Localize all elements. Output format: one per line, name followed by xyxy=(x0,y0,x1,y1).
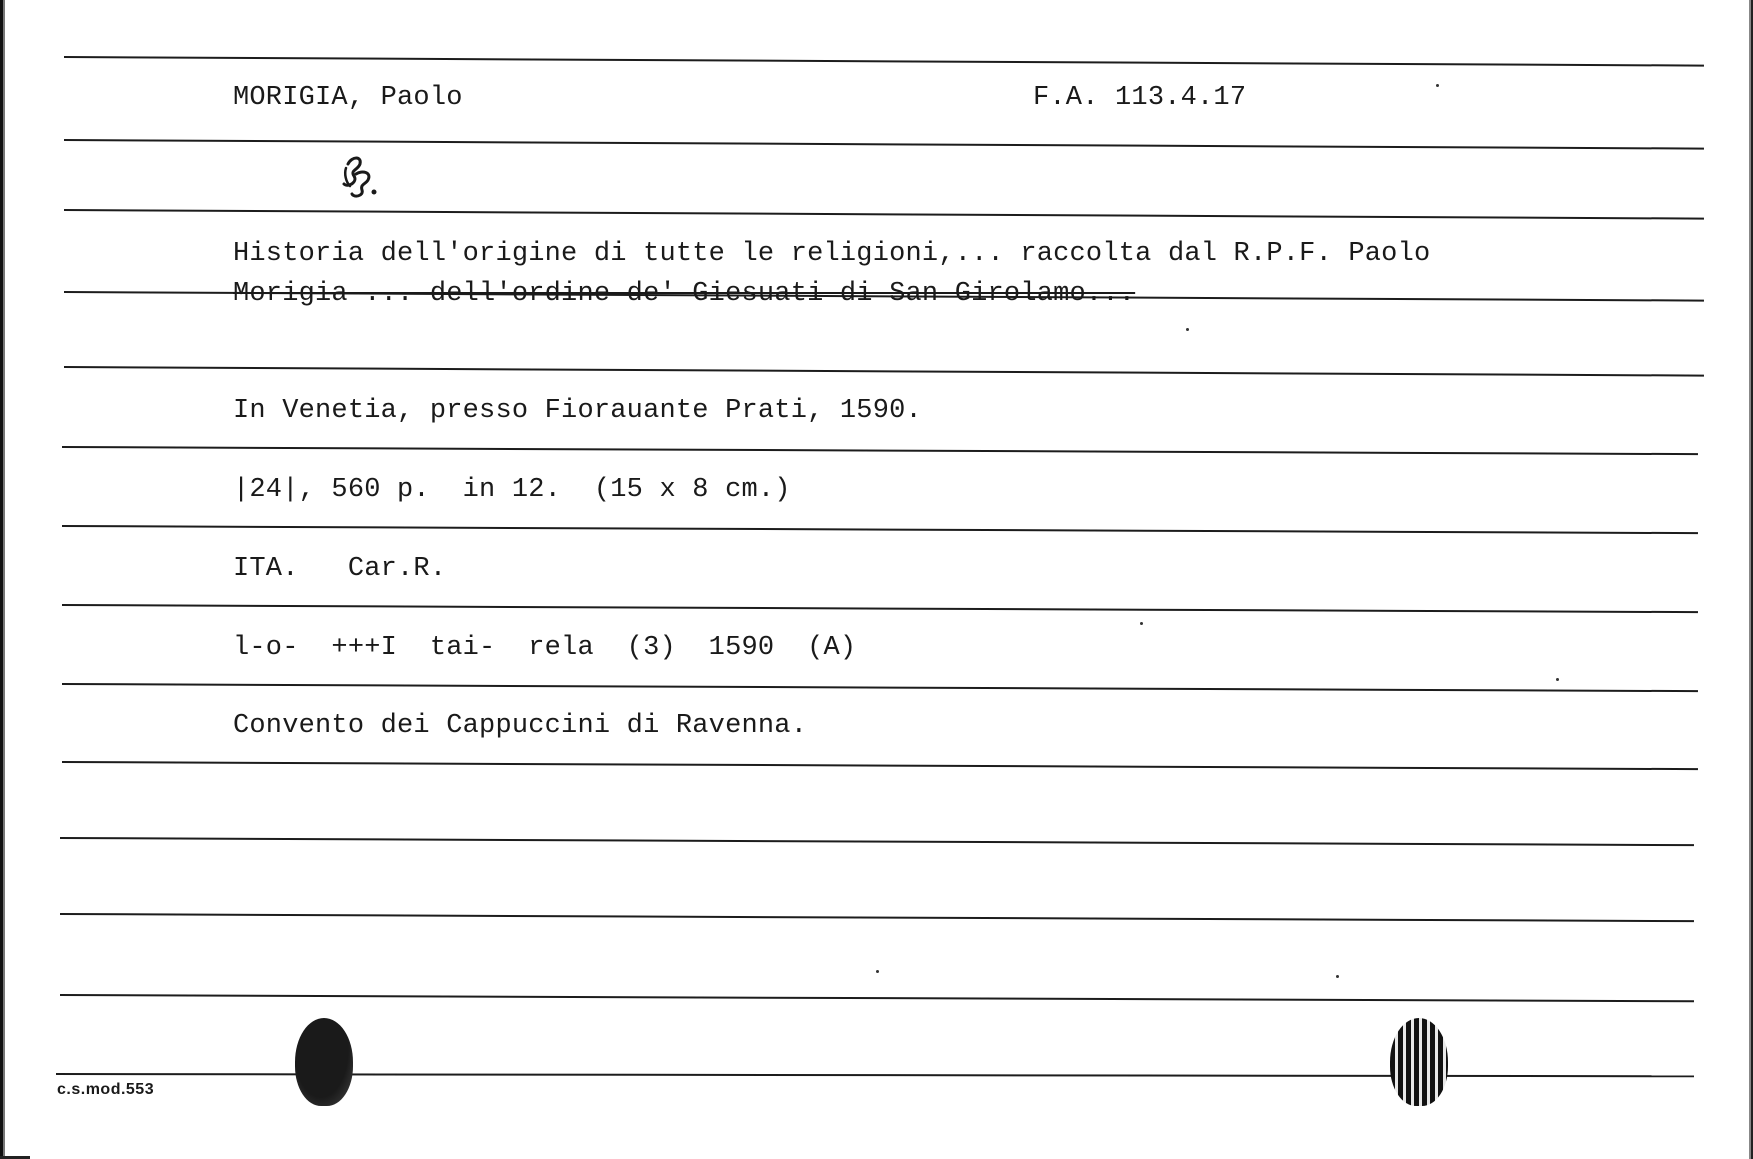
ruled-line xyxy=(64,56,1704,67)
ruled-line xyxy=(62,604,1698,613)
ruled-line xyxy=(62,761,1698,770)
handwritten-initials-icon xyxy=(338,154,382,204)
ruled-line xyxy=(62,446,1698,455)
ruled-line xyxy=(62,683,1698,692)
form-code: c.s.mod.553 xyxy=(57,1081,155,1098)
shelfmark: F.A. 113.4.17 xyxy=(1033,83,1247,113)
title-line-1: Historia dell'origine di tutte le religioni,... raccolta dal R.P.F. Paolo xyxy=(233,239,1431,269)
ruled-line xyxy=(60,837,1694,846)
card-right-edge xyxy=(1745,0,1753,1159)
provenance: Convento dei Cappuccini di Ravenna. xyxy=(233,711,808,741)
ruled-line xyxy=(60,994,1694,1002)
language-note: ITA. Car.R. xyxy=(233,554,447,584)
fingerprint: l-o- +++I tai- rela (3) 1590 (A) xyxy=(233,633,857,663)
speck xyxy=(876,970,879,973)
card-left-edge xyxy=(0,0,9,1159)
speck xyxy=(1186,328,1189,331)
speck xyxy=(1336,975,1339,978)
imprint: In Venetia, presso Fiorauante Prati, 1590. xyxy=(233,396,922,426)
title-line-2: Morigia ... dell'ordine de' Giesuati di San Girolamo... xyxy=(233,279,1136,309)
punch-hole-icon xyxy=(1390,1018,1448,1106)
speck xyxy=(1436,84,1439,87)
author-heading: MORIGIA, Paolo xyxy=(233,83,463,113)
speck xyxy=(1556,678,1559,681)
ruled-line xyxy=(64,366,1704,377)
ruled-line xyxy=(62,525,1698,534)
ruled-line xyxy=(64,209,1704,220)
collation: |24|, 560 p. in 12. (15 x 8 cm.) xyxy=(233,475,791,505)
punch-hole-icon xyxy=(295,1018,353,1106)
ruled-line xyxy=(64,139,1704,150)
speck xyxy=(1140,622,1143,625)
ruled-line xyxy=(60,913,1694,922)
